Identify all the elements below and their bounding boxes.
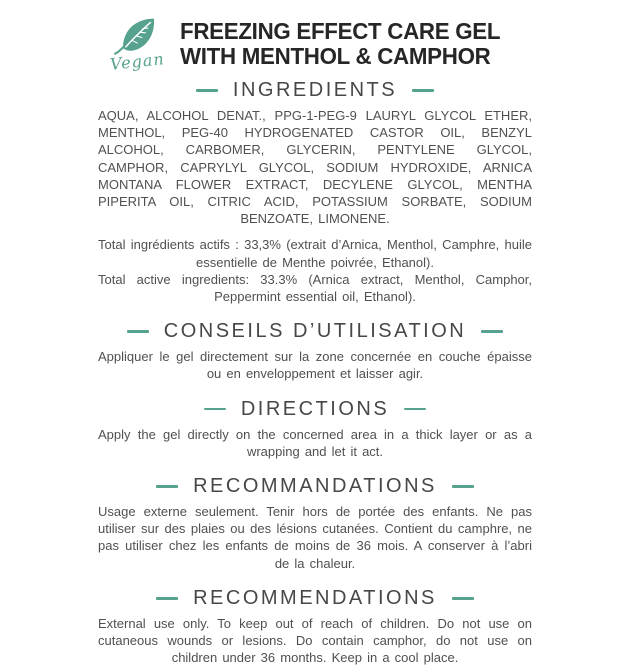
product-title-line1: FREEZING EFFECT CARE GEL — [179, 18, 501, 45]
conseils-text: Appliquer le gel directement sur la zone concernée en couche épaisse ou en enveloppement et laisser agir. — [98, 349, 532, 382]
heading-dash-right — [481, 330, 503, 333]
recommendations-en-text: External use only. To keep out of reach of children. Do not use on cutaneous wounds or lesions. Do contain camphor, do not use on children under 36 months. Keep in a cool place. — [98, 615, 532, 666]
vegan-logo — [106, 16, 168, 74]
section-heading-directions — [98, 398, 532, 421]
product-title — [180, 19, 500, 68]
section-heading-conseils — [98, 320, 532, 343]
heading-dash-left — [127, 330, 149, 333]
heading-dash-right — [452, 597, 474, 600]
heading-dash-left — [204, 408, 226, 411]
header — [84, 16, 532, 74]
heading-dash-left — [196, 89, 218, 92]
heading-dash-right — [404, 408, 426, 411]
ingredients-list: AQUA, ALCOHOL DENAT., PPG-1-PEG-9 LAURYL GLYCOL ETHER, MENTHOL, PEG-40 HYDROGENATED CASTOR OIL, BENZYL ALCOHOL, CARBOMER, GLYCERIN, PENTYLENE GLYCOL, CAMPHOR, CAPRYLYL GLYCOL, SODIUM HYDROXIDE, ARNICA MONTANA FLOWER EXTRACT, DECYLENE GLYCOL, MENTHA PIPERITA OIL, CITRIC ACID, POTASSIUM SORBATE, SODIUM BENZOATE, LIMONENE. — [98, 108, 532, 227]
product-label — [98, 0, 532, 666]
heading-dash-left — [156, 485, 178, 488]
heading-dash-right — [412, 89, 434, 92]
section-heading-text: RECOMMANDATIONS — [193, 475, 437, 498]
directions-text: Apply the gel directly on the concerned area in a thick layer or as a wrapping and let it act. — [98, 426, 532, 459]
section-heading-ingredients — [98, 79, 532, 102]
heading-dash-left — [156, 597, 178, 600]
product-title-line2: WITH MENTHOL & CAMPHOR — [179, 42, 491, 69]
section-heading-recommandations-fr — [98, 475, 532, 498]
section-heading-text: CONSEILS D’UTILISATION — [163, 320, 467, 343]
section-heading-text: INGREDIENTS — [232, 79, 398, 101]
section-heading-text: RECOMMENDATIONS — [193, 586, 437, 609]
heading-dash-right — [452, 485, 474, 488]
recommandations-fr-text: Usage externe seulement. Tenir hors de portée des enfants. Ne pas utiliser sur des plaies ou des lésions cutanées. Contient du camphre, ne pas utiliser chez les enfants de moins de 36 mois. A conserver à l’abri de la chaleur. — [98, 504, 532, 571]
total-actives-en: Total active ingredients: 33.3% (Arnica extract, Menthol, Camphor, Peppermint essential oil, Ethanol). — [98, 271, 532, 305]
vegan-label: Vegan — [108, 49, 166, 74]
total-actives-fr: Total ingrédients actifs : 33,3% (extrait d’Arnica, Menthol, Camphre, huile essentielle de Menthe poivrée, Ethanol). — [98, 237, 532, 270]
section-heading-recommendations-en — [98, 587, 532, 610]
section-heading-text: DIRECTIONS — [240, 397, 390, 420]
